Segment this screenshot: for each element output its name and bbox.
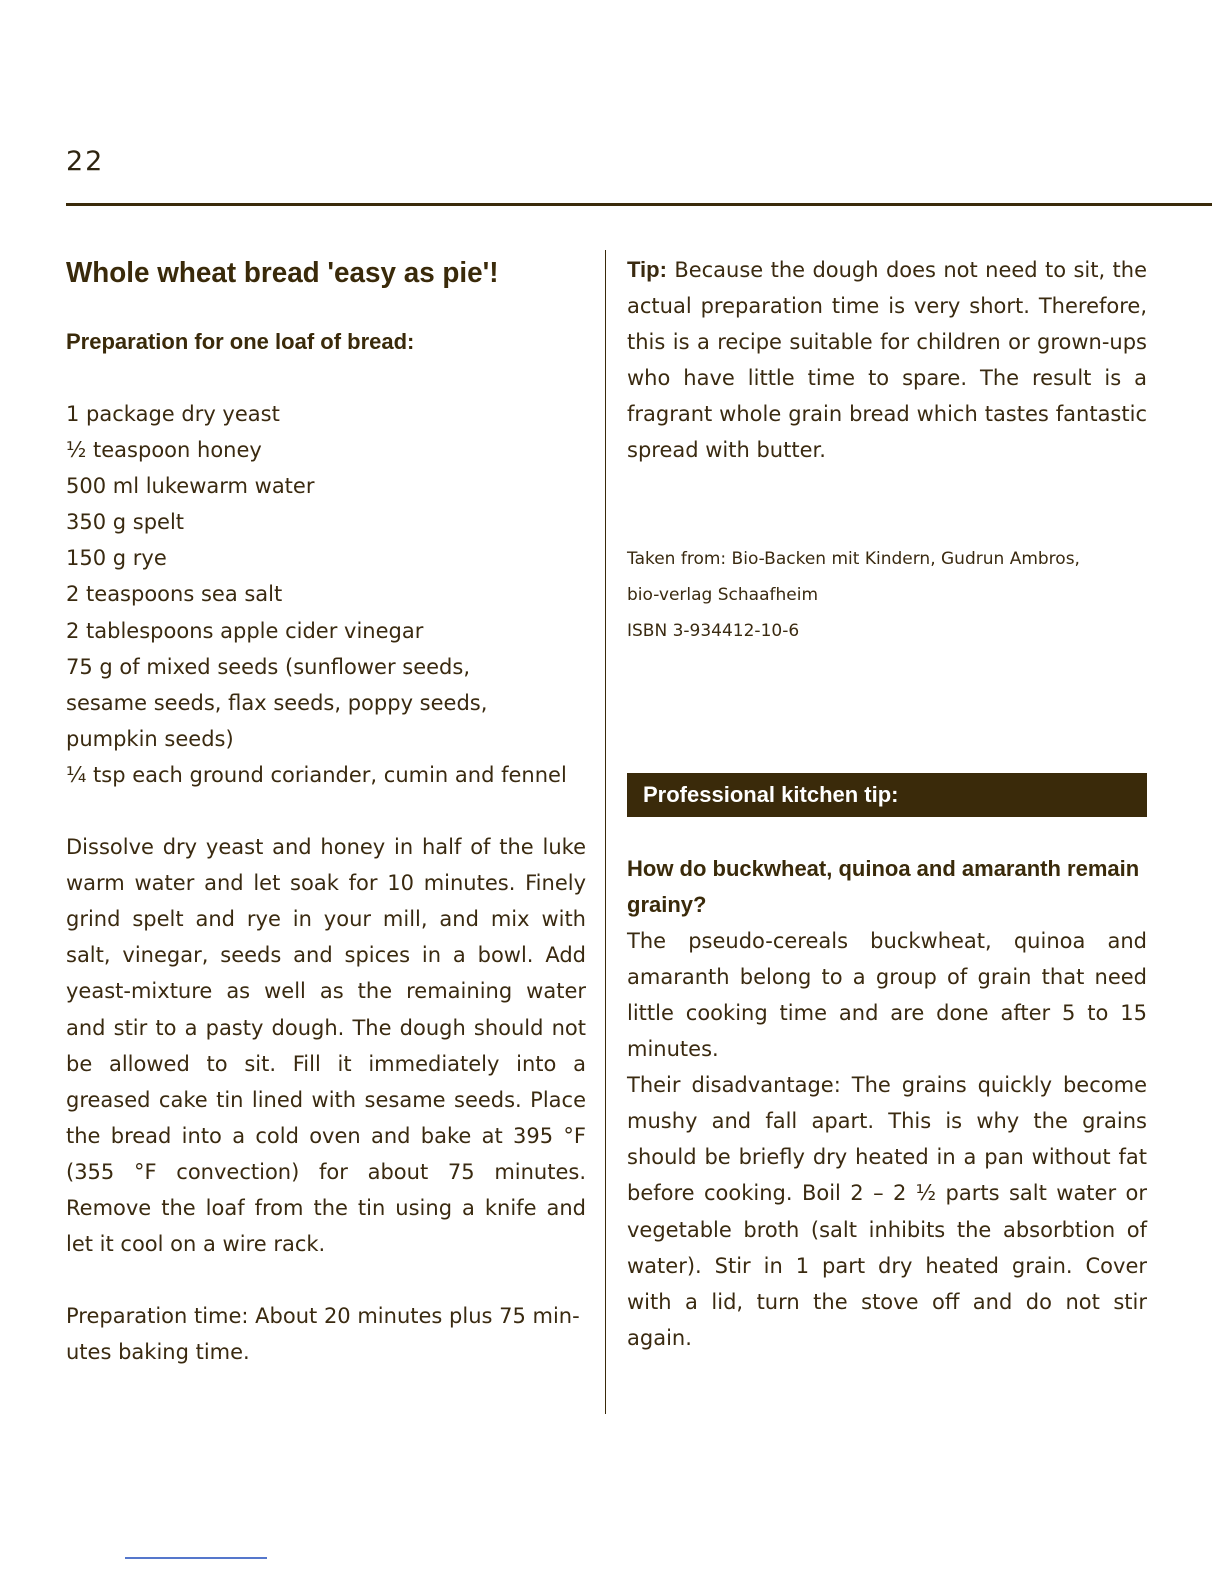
ingredient-item: 350 g spelt — [66, 510, 185, 535]
left-column — [66, 252, 586, 1370]
isbn: ISBN 3-934412-10-6 — [627, 620, 800, 641]
recipe-title: Whole wheat bread 'easy as pie'! — [66, 257, 499, 289]
pro-tip-banner: Professional kitchen tip: — [627, 773, 1147, 817]
ingredient-item: 75 g of mixed seeds (sunflower seeds, — [66, 654, 471, 679]
recipe-subheading: Preparation for one loaf of bread: — [66, 329, 415, 354]
tip-text: Because the dough does not need to sit, the actual preparation time is very short. Therefore, this is a recipe suitable for children or grown-ups who have little time to spare. The result is a fragrant whole grain bread which tastes fantastic spread with butter. — [627, 258, 1147, 463]
source-line: Taken from: Bio-Backen mit Kindern, Gudrun Ambros, — [627, 548, 1080, 569]
ingredient-item: 500 ml lukewarm water — [66, 474, 315, 499]
page-number: 22 — [66, 146, 105, 177]
tip-label: Tip: — [627, 257, 667, 282]
tip-paragraph — [627, 252, 1147, 469]
right-column — [627, 252, 1147, 1356]
ingredient-item: pumpkin seeds) — [66, 726, 234, 751]
pro-tip-question: How do buckwheat, quinoa and amaranth remain grainy? — [627, 855, 1140, 917]
footer-link-underline — [125, 1557, 267, 1559]
ingredient-list — [66, 396, 586, 793]
ingredient-item: 150 g rye — [66, 546, 167, 571]
prep-time: Preparation time: About 20 minutes plus 75 min-utes baking time. — [66, 1304, 580, 1365]
pro-tip-paragraph: Their disadvantage: The grains quickly become mushy and fall apart. This is why the grains should be briefly dry heated in a pan without fat before cooking. Boil 2 – 2 ½ parts salt water or vegetable broth (salt inhibits the absorbtion of water). Stir in 1 part dry heated grain. Cover with a lid, turn the stove off and do not stir again. — [627, 1073, 1147, 1350]
ingredient-item: 2 tablespoons apple cider vinegar — [66, 618, 424, 643]
ingredient-item: ½ teaspoon honey — [66, 438, 262, 463]
source-line: bio-verlag Schaafheim — [627, 584, 819, 605]
header-rule — [66, 203, 1212, 206]
ingredient-item: 2 teaspoons sea salt — [66, 582, 283, 607]
column-divider — [605, 250, 606, 1414]
pro-tip-paragraph: The pseudo-cereals buckwheat, quinoa and amaranth belong to a group of grain that need little cooking time and are done after 5 to 15 minutes. — [627, 928, 1147, 1062]
ingredient-item: 1 package dry yeast — [66, 402, 280, 426]
ingredient-item: ¼ tsp each ground coriander, cumin and fennel — [66, 762, 567, 787]
source-citation — [627, 541, 1147, 649]
ingredient-item: sesame seeds, flax seeds, poppy seeds, — [66, 690, 488, 715]
method-paragraph: Dissolve dry yeast and honey in half of the luke warm water and let soak for 10 minutes. Finely grind spelt and rye in your mill, and mix with salt, vinegar, seeds and spices in a bowl. Add yeast-mixture as well as the remaining water and stir to a pasty dough. The dough should not be allowed to sit. Fill it immediately into a greased cake tin lined with sesame seeds. Place the bread into a cold oven and bake at 395 °F (355 °F convection) for about 75 minutes. Remove the loaf from the tin using a knife and let it cool on a wire rack. — [66, 835, 586, 1257]
